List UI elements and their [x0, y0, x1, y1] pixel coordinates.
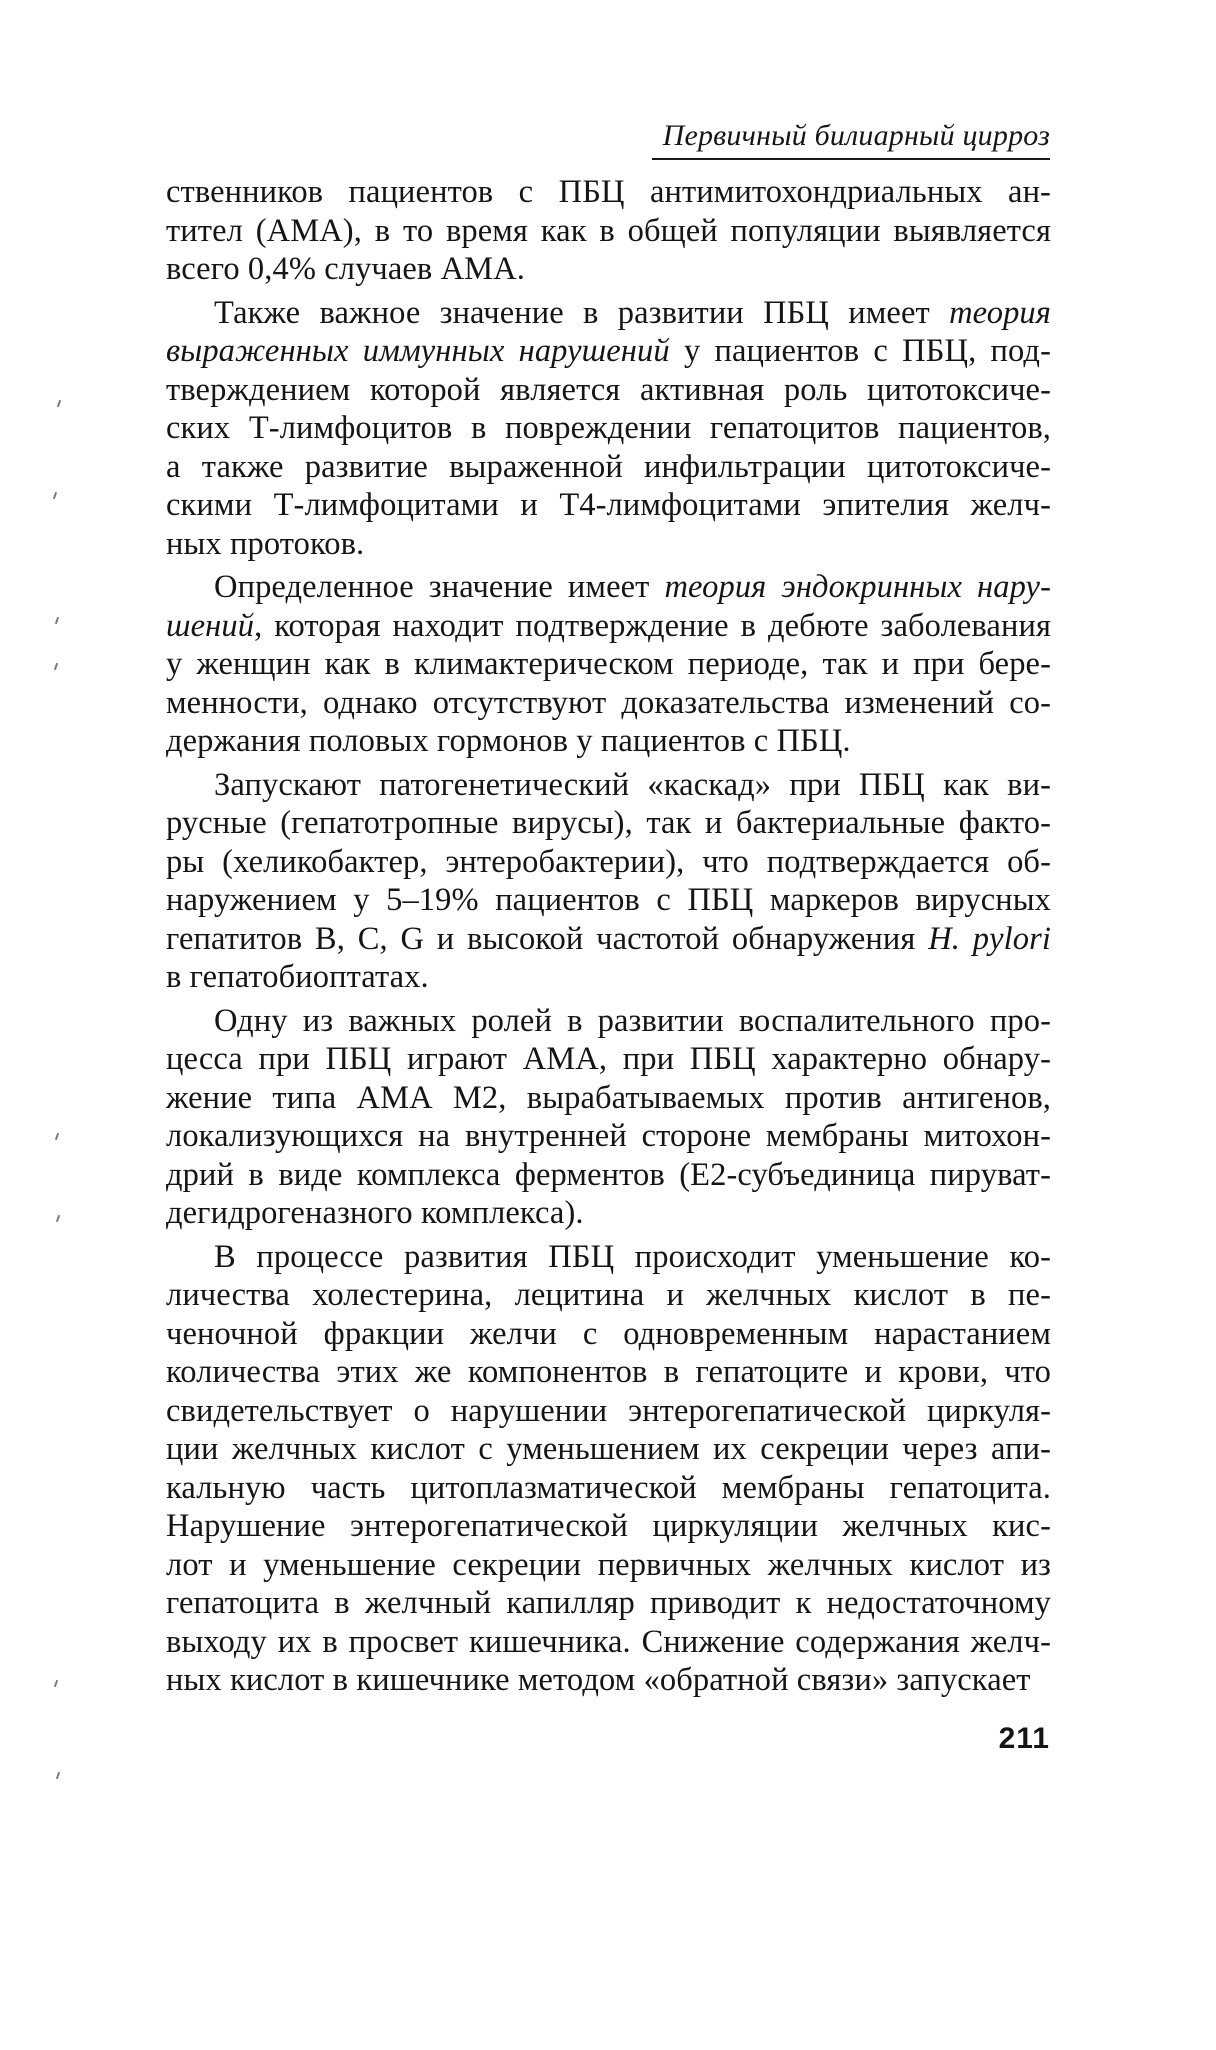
text-line: скими Т-лимфоцитами и Т4-лимфоцитами эпителия желч-: [166, 487, 1051, 523]
text-run: , которая находит подтверждение в дебюте заболевания: [254, 607, 1051, 644]
text-line: [166, 920, 1051, 959]
scan-speck: [54, 663, 58, 670]
text-line: Запускают патогенетический «каскад» при ПБЦ как ви-: [214, 766, 1051, 803]
page-number: 211: [998, 1722, 1050, 1755]
italic-phrase: H. pylori: [928, 920, 1051, 957]
text-line: личества холестерина, лецитина и желчных кислот в пе-: [166, 1277, 1051, 1313]
scan-speck: [56, 1215, 60, 1222]
text-line: Нарушение энтерогепатической циркуляции желчных кис-: [166, 1508, 1051, 1544]
text-line: наружением у 5–19% пациентов с ПБЦ маркеров вирусных: [166, 882, 1051, 918]
text-run: Определенное значение имеет: [214, 569, 665, 605]
text-line: тверждением которой является активная роль цитотоксиче-: [166, 371, 1051, 408]
text-line: [166, 607, 1051, 646]
scan-speck: [57, 400, 61, 407]
text-line: [166, 568, 1051, 607]
text-line: лот и уменьшение секреции первичных желчных кислот из: [166, 1546, 1051, 1583]
text-line: всего 0,4% случаев АМА.: [166, 251, 525, 287]
text-line: [166, 294, 1051, 333]
text-line: локализующихся на внутренней стороне мембраны митохон-: [166, 1118, 1051, 1154]
running-head: Первичный билиарный цирроз: [662, 119, 1050, 152]
text-line: гепатоцита в желчный капилляр приводит к недостаточному: [166, 1585, 1051, 1621]
text-line: ных кислот в кишечнике методом «обратной связи» запускает: [166, 1662, 1031, 1698]
text-line: выходу их в просвет кишечника. Снижение содержания желч-: [166, 1623, 1051, 1660]
text-line: ных протоков.: [166, 525, 365, 562]
italic-phrase: выраженных иммунных нарушений: [166, 333, 670, 369]
text-line: ченочной фракции желчи с одновременным нарастанием: [166, 1315, 1051, 1352]
text-line: менности, однако отсутствуют доказательства изменений со-: [166, 684, 1051, 721]
text-line: у женщин как в климактерическом периоде, так и при бере-: [166, 646, 1051, 682]
scan-speck: [56, 1772, 60, 1779]
text-line: кальную часть цитоплазматической мембраны гепатоцита.: [166, 1469, 1051, 1506]
text-run: гепатитов В, С, G и высокой частотой обнаружения: [166, 920, 929, 957]
text-line: а также развитие выраженной инфильтрации цитотоксиче-: [166, 448, 1051, 485]
text-line: ции желчных кислот с уменьшением их секреции через апи-: [166, 1431, 1051, 1467]
text-line: ры (хеликобактер, энтеробактерии), что подтверждается об-: [166, 843, 1051, 880]
text-line: ственников пациентов с ПБЦ антимитохондриальных ан-: [166, 174, 1051, 210]
italic-phrase: теория эндокринных нару-: [664, 569, 1051, 605]
body-text: [166, 173, 1051, 1700]
italic-phrase: теория: [949, 294, 1051, 331]
scan-speck: [55, 1133, 59, 1140]
text-line: жение типа АМА М2, вырабатываемых против антигенов,: [166, 1079, 1051, 1116]
text-line: держания половых гормонов у пациентов с ПБЦ.: [166, 723, 851, 759]
text-line: русные (гепатотропные вирусы), так и бактериальные факто-: [166, 805, 1051, 841]
scan-speck: [53, 492, 57, 499]
text-run: Также важное значение в развитии ПБЦ имеет: [214, 294, 950, 331]
text-line: тител (АМА), в то время как в общей популяции выявляется: [166, 212, 1051, 249]
text-line: дрий в виде комплекса ферментов (Е2-субъединица пируват-: [166, 1156, 1051, 1193]
italic-phrase: шений: [166, 607, 255, 644]
scan-speck: [55, 617, 59, 624]
text-line: количества этих же компонентов в гепатоците и крови, что: [166, 1354, 1051, 1390]
text-line: в гепатобиоптатах.: [166, 959, 429, 995]
header-rule: [652, 158, 1050, 160]
text-line: Одну из важных ролей в развитии воспалительного про-: [214, 1002, 1051, 1039]
text-run: у пациентов с ПБЦ, под-: [669, 333, 1051, 369]
text-line: ских Т-лимфоцитов в повреждении гепатоцитов пациентов,: [166, 410, 1051, 446]
text-line: [166, 332, 1051, 371]
text-line: свидетельствует о нарушении энтерогепатической циркуля-: [166, 1392, 1051, 1429]
text-line: дегидрогеназного комплекса).: [166, 1195, 584, 1231]
text-line: В процессе развития ПБЦ происходит уменьшение ко-: [214, 1238, 1051, 1275]
text-line: цесса при ПБЦ играют АМА, при ПБЦ характерно обнару-: [166, 1041, 1051, 1077]
scan-speck: [54, 1680, 58, 1687]
